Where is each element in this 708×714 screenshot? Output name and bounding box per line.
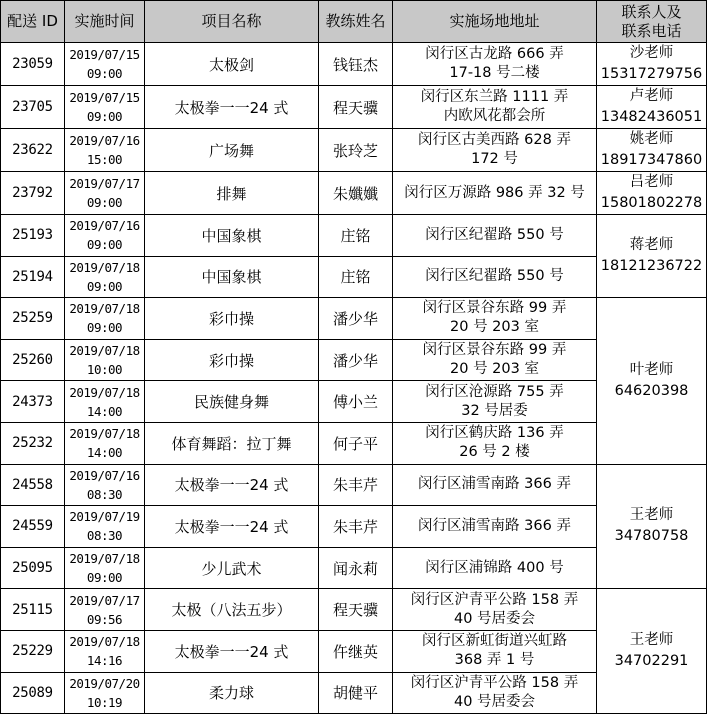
- coach-name: 潘少华: [319, 339, 393, 381]
- project-name: 体育舞蹈：拉丁舞: [145, 422, 319, 464]
- venue-address-line2: 20 号 203 室: [450, 319, 539, 336]
- schedule-date: 2019/07/18: [69, 343, 140, 359]
- schedule-time: [65, 172, 145, 215]
- schedule-time: [65, 256, 145, 298]
- contact-name: 蒋老师: [629, 237, 674, 254]
- schedule-date: 2019/07/16: [69, 218, 140, 234]
- venue-address-line1: 闵行区沪青平公路 158 弄: [410, 591, 579, 608]
- venue-address-line1: 闵行区东兰路 1111 弄: [420, 89, 569, 105]
- delivery-id: 25095: [1, 547, 65, 589]
- delivery-id: 25260: [1, 339, 65, 381]
- schedule-clock: 15:00: [86, 152, 123, 167]
- contact-info: [597, 464, 707, 589]
- schedule-time: [65, 589, 145, 631]
- schedule-time: [65, 86, 145, 129]
- venue-address-line2: 17-18 号二楼: [449, 65, 540, 81]
- project-name: 少儿武术: [145, 547, 319, 589]
- venue-address-line2: 内欧风花都会所: [443, 108, 546, 124]
- schedule-date: 2019/07/20: [69, 675, 140, 691]
- contact-name: 叶老师: [629, 361, 674, 378]
- delivery-id: 23059: [1, 43, 65, 86]
- venue-address-line1: 闵行区景谷东路 99 弄: [422, 342, 567, 359]
- header-contact-line1: 联系人及: [621, 2, 682, 21]
- contact-info: [597, 86, 707, 129]
- coach-name: 庄铭: [319, 256, 393, 298]
- venue-address: [393, 381, 597, 423]
- schedule-time: [65, 129, 145, 172]
- schedule-time: [65, 672, 145, 714]
- venue-address: [393, 339, 597, 381]
- contact-phone: 15317279756: [600, 66, 703, 82]
- venue-address-line2: 32 号居委: [461, 402, 528, 419]
- venue-address-line1: 闵行区浦雪南路 366 弄: [418, 517, 571, 534]
- delivery-id: 24559: [1, 506, 65, 548]
- schedule-date: 2019/07/18: [69, 551, 140, 567]
- delivery-id: 24558: [1, 464, 65, 506]
- schedule-clock: 08:30: [86, 486, 123, 502]
- schedule-time: [65, 381, 145, 423]
- venue-address-line2: 40 号居委会: [453, 693, 536, 710]
- delivery-id: 23622: [1, 129, 65, 172]
- header-contact: [597, 1, 707, 43]
- venue-address: [393, 464, 597, 506]
- contact-info: [597, 215, 707, 298]
- schedule-date: 2019/07/18: [69, 259, 140, 275]
- venue-address: [393, 298, 597, 340]
- schedule-date: 2019/07/18: [69, 426, 140, 442]
- contact-name: 吕老师: [629, 174, 674, 190]
- venue-address: [393, 672, 597, 714]
- table-row: [1, 215, 707, 257]
- venue-address-line2: 172 号: [471, 151, 518, 167]
- project-name: 太极拳一一24 式: [145, 464, 319, 506]
- contact-info: [597, 43, 707, 86]
- coach-name: 钱钰杰: [319, 43, 393, 86]
- schedule-clock: 09:00: [86, 320, 123, 336]
- schedule-clock: 14:00: [86, 403, 123, 419]
- delivery-id: 25193: [1, 215, 65, 257]
- schedule-clock: 09:00: [86, 66, 123, 81]
- header-address: 实施场地地址: [393, 1, 597, 43]
- schedule-clock: 14:16: [86, 653, 123, 669]
- venue-address-line2: 26 号 2 楼: [459, 444, 530, 461]
- coach-name: 程天骥: [319, 86, 393, 129]
- header-contact-line2: 联系电话: [621, 21, 682, 40]
- contact-info: [597, 129, 707, 172]
- project-name: 民族健身舞: [145, 381, 319, 423]
- contact-phone: 64620398: [614, 382, 689, 399]
- delivery-id: 23705: [1, 86, 65, 129]
- schedule-time: [65, 339, 145, 381]
- venue-address: [393, 43, 597, 86]
- venue-address-line1: 闵行区浦锦路 400 号: [425, 559, 564, 576]
- schedule-date: 2019/07/17: [69, 176, 140, 191]
- venue-address-line1: 闵行区万源路 986 弄 32 号: [404, 184, 585, 201]
- coach-name: 潘少华: [319, 298, 393, 340]
- venue-address-line1: 闵行区浦雪南路 366 弄: [418, 476, 571, 493]
- venue-address-line1: 闵行区纪翟路 550 号: [425, 268, 564, 285]
- schedule-clock: 10:19: [86, 694, 123, 710]
- project-name: 太极（八法五步）: [145, 589, 319, 631]
- contact-name: 卢老师: [629, 88, 674, 104]
- venue-address: [393, 172, 597, 215]
- venue-address: [393, 589, 597, 631]
- table-row: [1, 129, 707, 172]
- schedule-clock: 09:56: [86, 611, 123, 627]
- venue-address: [393, 422, 597, 464]
- venue-address-line1: 闵行区沧源路 755 弄: [425, 383, 564, 400]
- delivery-id: 25259: [1, 298, 65, 340]
- schedule-date: 2019/07/18: [69, 384, 140, 400]
- schedule-date: 2019/07/16: [69, 467, 140, 483]
- schedule-clock: 09:00: [86, 237, 123, 253]
- table-row: [1, 464, 707, 506]
- coach-name: 庄铭: [319, 215, 393, 257]
- project-name: 柔力球: [145, 672, 319, 714]
- project-name: 太极剑: [145, 43, 319, 86]
- contact-info: [597, 172, 707, 215]
- contact-name: 王老师: [629, 507, 674, 524]
- delivery-id: 23792: [1, 172, 65, 215]
- project-name: 彩巾操: [145, 298, 319, 340]
- contact-phone: 34702291: [614, 653, 689, 670]
- header-time: 实施时间: [65, 1, 145, 43]
- venue-address: [393, 506, 597, 548]
- contact-phone: 15801802278: [600, 195, 703, 211]
- delivery-id: 25232: [1, 422, 65, 464]
- coach-name: 程天骥: [319, 589, 393, 631]
- schedule-clock: 14:00: [86, 445, 123, 461]
- table-body: [1, 43, 707, 714]
- contact-phone: 34780758: [614, 528, 689, 545]
- header-project: 项目名称: [145, 1, 319, 43]
- schedule-time: [65, 422, 145, 464]
- coach-name: 仵继英: [319, 630, 393, 672]
- project-name: 广场舞: [145, 129, 319, 172]
- schedule-time: [65, 215, 145, 257]
- header-row: [1, 1, 707, 43]
- venue-address: [393, 129, 597, 172]
- contact-info: [597, 298, 707, 464]
- coach-name: 傅小兰: [319, 381, 393, 423]
- coach-name: 朱丰芹: [319, 506, 393, 548]
- schedule-date: 2019/07/15: [69, 47, 140, 62]
- table-row: [1, 589, 707, 631]
- contact-phone: 13482436051: [600, 109, 703, 125]
- venue-address-line1: 闵行区古美西路 628 弄: [418, 132, 571, 148]
- coach-name: 朱丰芹: [319, 464, 393, 506]
- schedule-clock: 10:00: [86, 362, 123, 378]
- schedule-clock: 08:30: [86, 528, 123, 544]
- schedule-time: [65, 547, 145, 589]
- schedule-date: 2019/07/17: [69, 592, 140, 608]
- venue-address-line2: 20 号 203 室: [450, 361, 539, 378]
- schedule-date: 2019/07/15: [69, 90, 140, 105]
- venue-address: [393, 630, 597, 672]
- table-row: [1, 172, 707, 215]
- venue-address-line2: 40 号居委会: [453, 610, 536, 627]
- table-row: [1, 86, 707, 129]
- delivery-id: 25115: [1, 589, 65, 631]
- coach-name: 何子平: [319, 422, 393, 464]
- venue-address-line1: 闵行区鹤庆路 136 弄: [425, 425, 564, 442]
- venue-address: [393, 256, 597, 298]
- project-name: 太极拳一一24 式: [145, 630, 319, 672]
- venue-address-line1: 闵行区沪青平公路 158 弄: [410, 674, 579, 691]
- schedule-time: [65, 464, 145, 506]
- coach-name: 张玲芝: [319, 129, 393, 172]
- contact-name: 姚老师: [629, 131, 674, 147]
- venue-address: [393, 86, 597, 129]
- venue-address: [393, 547, 597, 589]
- contact-phone: 18917347860: [600, 152, 703, 168]
- venue-address-line2: 368 弄 1 号: [454, 652, 535, 669]
- coach-name: 闻永莉: [319, 547, 393, 589]
- table-row: [1, 43, 707, 86]
- schedule-clock: 09:00: [86, 570, 123, 586]
- contact-info: [597, 589, 707, 714]
- schedule-date: 2019/07/18: [69, 634, 140, 650]
- project-name: 中国象棋: [145, 215, 319, 257]
- schedule-time: [65, 298, 145, 340]
- schedule-clock: 09:00: [86, 278, 123, 294]
- project-name: 排舞: [145, 172, 319, 215]
- delivery-id: 24373: [1, 381, 65, 423]
- schedule-time: [65, 630, 145, 672]
- contact-name: 王老师: [629, 632, 674, 649]
- delivery-id: 25194: [1, 256, 65, 298]
- schedule-clock: 09:00: [86, 109, 123, 124]
- contact-phone: 18121236722: [600, 258, 703, 275]
- schedule-date: 2019/07/16: [69, 133, 140, 148]
- coach-name: 朱孅孅: [319, 172, 393, 215]
- schedule-date: 2019/07/18: [69, 301, 140, 317]
- schedule-date: 2019/07/19: [69, 509, 140, 525]
- table-row: [1, 298, 707, 340]
- venue-address: [393, 215, 597, 257]
- delivery-id: 25089: [1, 672, 65, 714]
- contact-name: 沙老师: [629, 45, 674, 61]
- project-name: 中国象棋: [145, 256, 319, 298]
- delivery-id: 25229: [1, 630, 65, 672]
- project-name: 太极拳一一24 式: [145, 506, 319, 548]
- header-id: 配送 ID: [1, 1, 65, 43]
- venue-address-line1: 闵行区古龙路 666 弄: [425, 46, 564, 62]
- coach-name: 胡健平: [319, 672, 393, 714]
- schedule-time: [65, 506, 145, 548]
- venue-address-line1: 闵行区新虹街道兴虹路: [422, 633, 567, 650]
- project-name: 太极拳一一24 式: [145, 86, 319, 129]
- header-coach: 教练姓名: [319, 1, 393, 43]
- schedule-time: [65, 43, 145, 86]
- venue-address-line1: 闵行区纪翟路 550 号: [425, 226, 564, 243]
- project-name: 彩巾操: [145, 339, 319, 381]
- schedule-clock: 09:00: [86, 195, 123, 210]
- venue-address-line1: 闵行区景谷东路 99 弄: [422, 300, 567, 317]
